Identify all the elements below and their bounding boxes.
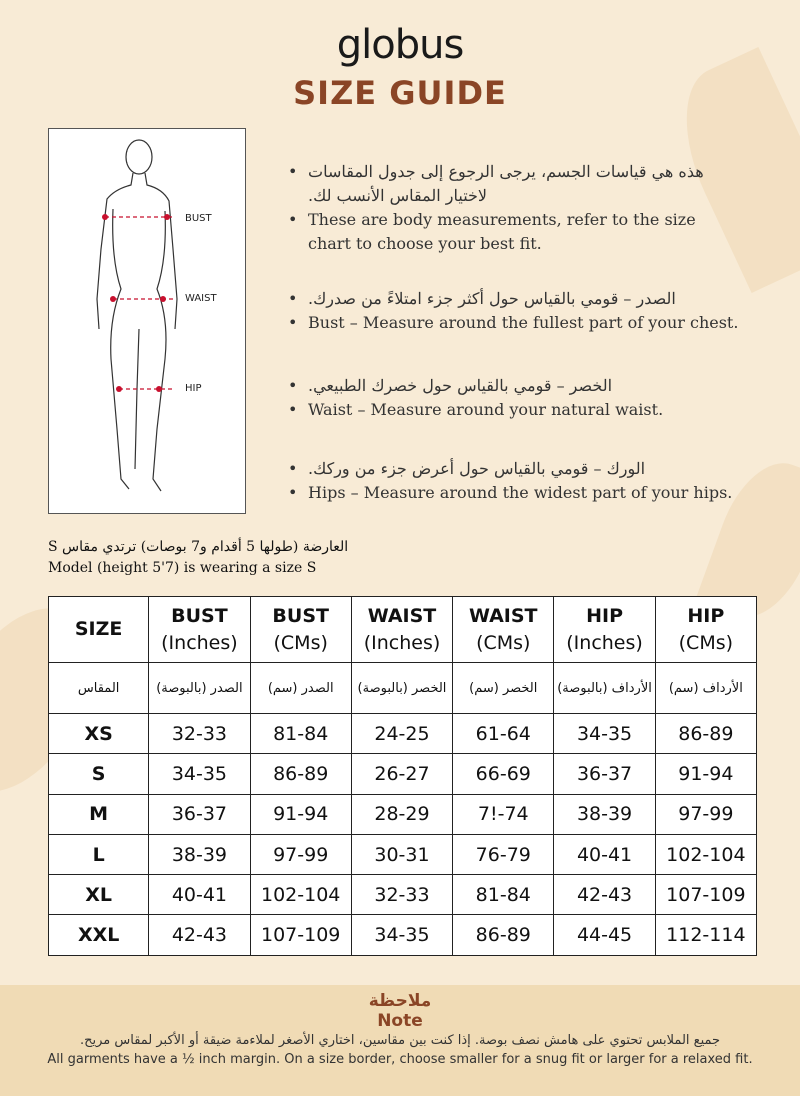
column-header: HIP (CMs) (655, 597, 756, 663)
measurement-cell: 40-41 (554, 834, 655, 874)
measurement-cell: 42-43 (149, 915, 250, 955)
column-header: SIZE (49, 597, 149, 663)
bullet-waist: • الخصر – قومي بالقياس حول خصرك الطبيعي. • Waist – Measure around your natural waist. (288, 376, 664, 419)
bullet-bust: • الصدر – قومي بالقياس حول أكثر جزء امتلاءً من صدرك. • Bust – Measure around the fullest part of your chest. (288, 289, 739, 332)
size-cell: XXL (49, 915, 149, 955)
size-cell: L (49, 834, 149, 874)
table-header-row-arabic (49, 663, 757, 714)
measurement-cell: 86-89 (250, 754, 351, 794)
bust-label: BUST (185, 213, 212, 224)
column-header-ar: الصدر (بالبوصة) (149, 663, 250, 714)
table-row (49, 875, 757, 915)
column-header-ar: الأرداف (سم) (655, 663, 756, 714)
note-title: Note (377, 1011, 423, 1031)
figure-head (126, 140, 152, 174)
note-text: All garments have a ½ inch margin. On a size border, choose smaller for a snug fit or larger for a relaxed fit. (47, 1052, 753, 1067)
measurement-cell: 61-64 (453, 714, 554, 754)
note-text-ar: جميع الملابس تحتوي على هامش نصف بوصة. إذا كنت بين مقاسين، اختاري الأصغر لملاءمة ضيقة أو الأكبر لمقاس مريح. (79, 1033, 721, 1048)
size-cell: XS (49, 714, 149, 754)
column-header-ar: الصدر (سم) (250, 663, 351, 714)
measurement-cell: 40-41 (149, 875, 250, 915)
measurement-cell: 36-37 (554, 754, 655, 794)
measurement-cell: 30-31 (351, 834, 452, 874)
measurement-cell: 86-89 (655, 714, 756, 754)
column-header-ar: الخصر (سم) (453, 663, 554, 714)
table-row (49, 754, 757, 794)
note-title-ar: ملاحظة (368, 991, 432, 1011)
column-header: BUST (Inches) (149, 597, 250, 663)
size-cell: XL (49, 875, 149, 915)
measurement-cell: 107-109 (250, 915, 351, 955)
measurement-cell: 112-114 (655, 915, 756, 955)
measurement-cell: 38-39 (554, 794, 655, 834)
measurement-cell: 91-94 (250, 794, 351, 834)
measurement-cell: 26-27 (351, 754, 452, 794)
size-cell: S (49, 754, 149, 794)
size-table (48, 596, 757, 956)
column-header: WAIST (CMs) (453, 597, 554, 663)
table-header-row (49, 597, 757, 663)
measurement-cell: 86-89 (453, 915, 554, 955)
measurement-cell: 107-109 (655, 875, 756, 915)
brand-logo: globus (336, 22, 464, 68)
measurement-cell: 32-33 (149, 714, 250, 754)
measurement-cell: 34-35 (149, 754, 250, 794)
table-row (49, 834, 757, 874)
figure-torso (97, 173, 177, 329)
measurement-cell: 36-37 (149, 794, 250, 834)
measurement-cell: 102-104 (250, 875, 351, 915)
measurement-cell: 97-99 (250, 834, 351, 874)
measurement-cell: 97-99 (655, 794, 756, 834)
model-info-en: Model (height 5'7) is wearing a size S (48, 560, 317, 576)
page-title: SIZE GUIDE (293, 74, 507, 112)
table-row (49, 794, 757, 834)
measurement-cell: 32-33 (351, 875, 452, 915)
measurement-cell: 102-104 (655, 834, 756, 874)
body-figure-illustration (48, 128, 246, 514)
hip-label: HIP (185, 383, 202, 394)
measurement-cell: 28-29 (351, 794, 452, 834)
column-header-ar: الخصر (بالبوصة) (351, 663, 452, 714)
measurement-cell: 24-25 (351, 714, 452, 754)
waist-label: WAIST (185, 293, 217, 304)
measurement-cell: 34-35 (554, 714, 655, 754)
column-header: BUST (CMs) (250, 597, 351, 663)
measurement-cell: 42-43 (554, 875, 655, 915)
measurement-cell: 38-39 (149, 834, 250, 874)
bullet-hips: • الورك – قومي بالقياس حول أعرض جزء من وركك. • Hips – Measure around the widest part of your hips. (288, 459, 733, 502)
column-header: WAIST (Inches) (351, 597, 452, 663)
measurement-cell: 81-84 (250, 714, 351, 754)
table-row (49, 714, 757, 754)
measurement-cell: 44-45 (554, 915, 655, 955)
figure-legs (111, 209, 166, 491)
column-header-ar: الأرداف (بالبوصة) (554, 663, 655, 714)
measurement-cell: 91-94 (655, 754, 756, 794)
model-info-ar: العارضة (طولها 5 أقدام و7 بوصات) ترتدي مقاس S (48, 539, 349, 555)
table-row (49, 915, 757, 955)
column-header: HIP (Inches) (554, 597, 655, 663)
column-header-ar: المقاس (49, 663, 149, 714)
size-cell: M (49, 794, 149, 834)
measurement-cell: 7!-74 (453, 794, 554, 834)
measurement-cell: 34-35 (351, 915, 452, 955)
model-info (48, 537, 348, 579)
measurement-cell: 66-69 (453, 754, 554, 794)
measurement-cell: 81-84 (453, 875, 554, 915)
measurement-cell: 76-79 (453, 834, 554, 874)
bullet-intro: • هذه هي قياسات الجسم، يرجى الرجوع إلى جدول المقاسات لاختيار المقاس الأنسب لك. • These are body measurements, refer to the size chart to choose your best fit. (288, 162, 704, 253)
note-section (0, 985, 800, 1096)
